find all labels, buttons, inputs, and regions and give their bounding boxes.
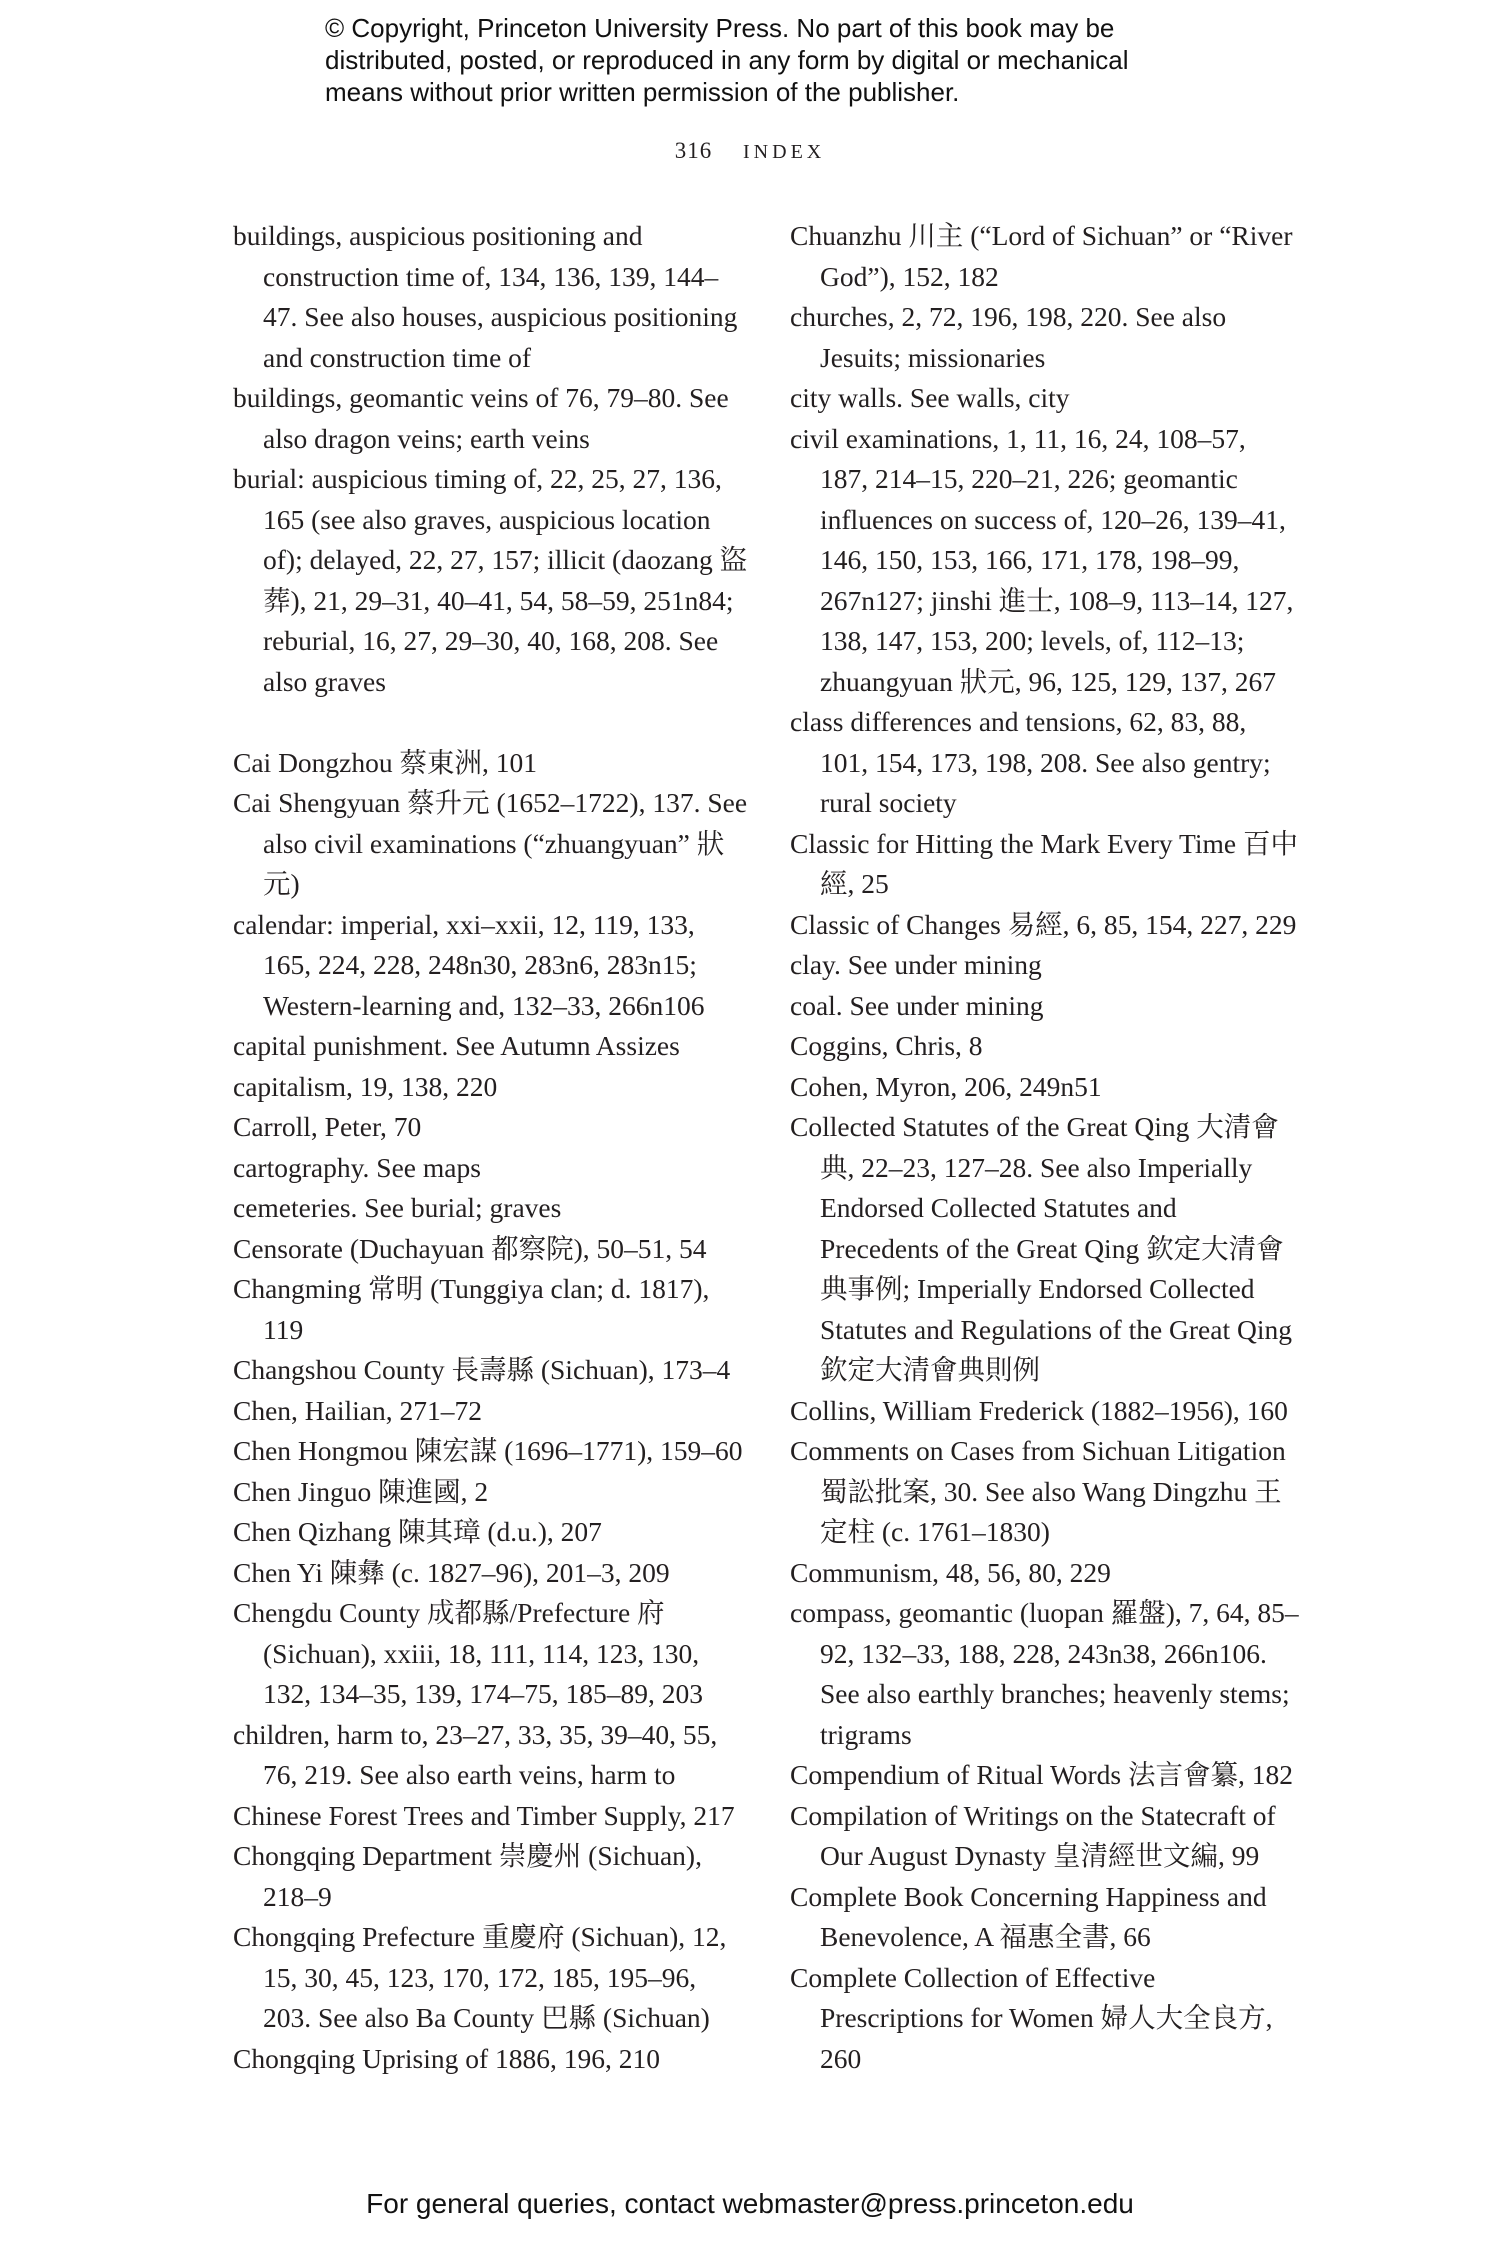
index-entry: capitalism, 19, 138, 220 [233,1070,498,1102]
index-entry: capital punishment. See Autumn Assizes [233,1030,680,1061]
index-entry: cemeteries. See burial; graves [233,1192,562,1223]
index-entry: Compendium of Ritual Words 法言會纂, 182 [790,1759,1293,1790]
index-entry: class differences and tensions, 62, 83, 88, 101, 154, 173, 198, 208. See also gentry; rural society [790,706,1271,818]
copyright-line: © Copyright, Princeton University Press. No part of this book may be [325,13,1115,43]
index-entry: Changming 常明 (Tunggiya clan; d. 1817), 119 [233,1273,710,1345]
index-entry: Communism, 48, 56, 80, 229 [790,1556,1111,1588]
index-entry: Chinese Forest Trees and Timber Supply, 217 [233,1799,735,1831]
index-entry: burial: auspicious timing of, 22, 25, 27, 136, 165 (see also graves, auspicious location of); delayed, 22, 27, 157; illicit (daozang 盜葬), 21, 29–31, 40–41, 54, 58–59, 251n84; reburial, 16, 27, 29–30, 40, 168, 208. See also graves [233,463,748,697]
index-entry: Chen Qizhang 陳其璋 (d.u.), 207 [233,1516,602,1547]
index-entry: Changshou County 長壽縣 (Sichuan), 173–4 [233,1354,731,1385]
index-entry: Complete Collection of Effective Prescriptions for Women 婦人大全良方, 260 [790,1961,1273,2074]
index-entry: coal. See under mining [790,989,1044,1021]
index-column-right [790,216,1300,2079]
index-column-left [233,216,748,2079]
index-entry: calendar: imperial, xxi–xxii, 12, 119, 133, 165, 224, 228, 248n30, 283n6, 283n15; Western-learning and, 132–33, 266n106 [233,908,705,1021]
index-entry: Classic for Hitting the Mark Every Time 百中經, 25 [790,827,1298,899]
index-entry: Chongqing Department 崇慶州 (Sichuan), 218–9 [233,1840,702,1912]
index-entry: Chuanzhu 川主 (“Lord of Sichuan” or “River God”), 152, 182 [790,220,1293,292]
index-entry: Complete Book Concerning Happiness and Benevolence, A 福惠全書, 66 [790,1880,1267,1952]
index-entry: clay. See under mining [790,949,1042,980]
page-number: 316 [674,138,713,163]
index-entry: Chongqing Prefecture 重慶府 (Sichuan), 12, 15, 30, 45, 123, 170, 172, 185, 195–96, 203. See also Ba County 巴縣 (Sichuan) [233,1921,727,2033]
index-entry: Chen, Hailian, 271–72 [233,1394,482,1426]
index-entry: Collins, William Frederick (1882–1956), 160 [790,1394,1288,1426]
index-entry: Chen Jinguo 陳進國, 2 [233,1475,489,1507]
index-entry: Cohen, Myron, 206, 249n51 [790,1070,1102,1102]
index-entry: children, harm to, 23–27, 33, 35, 39–40, 55, 76, 219. See also earth veins, harm to [233,1718,718,1790]
index-entry: Chen Yi 陳彝 (c. 1827–96), 201–3, 209 [233,1556,670,1588]
index-entry: buildings, auspicious positioning and construction time of, 134, 136, 139, 144–47. See also houses, auspicious positioning and construction time of [233,220,738,373]
index-entry: Coggins, Chris, 8 [790,1030,983,1061]
index-entry: Comments on Cases from Sichuan Litigation 蜀訟批案, 30. See also Wang Dingzhu 王定柱 (c. 1761–1830) [790,1435,1286,1547]
index-entry: Cai Shengyuan 蔡升元 (1652–1722), 137. See also civil examinations (“zhuangyuan” 狀元) [233,787,748,899]
index-entry: Cai Dongzhou 蔡東洲, 101 [233,746,538,778]
copyright-line: distributed, posted, or reproduced in any form by digital or mechanical [325,45,1129,75]
index-entry: Collected Statutes of the Great Qing 大清會典, 22–23, 127–28. See also Imperially Endorsed Collected Statutes and Precedents of the Great Qing 欽定大清會典事例; Imperially Endorsed Collected Statutes and Regulations of the Great Qing 欽定大清會典則例 [790,1111,1292,1385]
index-entry: city walls. See walls, city [790,382,1070,413]
index-entry: civil examinations, 1, 11, 16, 24, 108–57, 187, 214–15, 220–21, 226; geomantic influences on success of, 120–26, 139–41, 146, 150, 153, 166, 171, 178, 198–99, 267n127; jinshi 進士, 108–9, 113–14, 127, 138, 147, 153, 200; levels, of, 112–13; zhuangyuan 狀元, 96, 125, 129, 137, 267 [790,422,1294,697]
running-head [0,138,1500,164]
index-entry: buildings, geomantic veins of 76, 79–80. See also dragon veins; earth veins [233,382,729,454]
index-entry: churches, 2, 72, 196, 198, 220. See also Jesuits; missionaries [790,301,1227,373]
index-entry: Chengdu County 成都縣/Prefecture 府 (Sichuan), xxiii, 18, 111, 114, 123, 130, 132, 134–35, 139, 174–75, 185–89, 203 [233,1597,703,1709]
index-entry: Chen Hongmou 陳宏謀 (1696–1771), 159–60 [233,1435,743,1466]
copyright-notice [325,12,1225,108]
index-entry: Chongqing Uprising of 1886, 196, 210 [233,2042,661,2074]
section-title: INDEX [743,141,826,163]
footer-contact: For general queries, contact webmaster@press.princeton.edu [366,2188,1134,2219]
index-entry: compass, geomantic (luopan 羅盤), 7, 64, 85–92, 132–33, 188, 228, 243n38, 266n106. See also earthly branches; heavenly stems; trigrams [790,1597,1299,1750]
copyright-line: means without prior written permission of the publisher. [325,77,960,107]
index-entry: Classic of Changes 易經, 6, 85, 154, 227, 229 [790,908,1297,940]
index-entry: Carroll, Peter, 70 [233,1111,422,1142]
index-entry: Compilation of Writings on the Statecraft of Our August Dynasty 皇清經世文編, 99 [790,1799,1276,1871]
index-entry: Censorate (Duchayuan 都察院), 50–51, 54 [233,1232,707,1264]
index-entry: cartography. See maps [233,1151,481,1183]
